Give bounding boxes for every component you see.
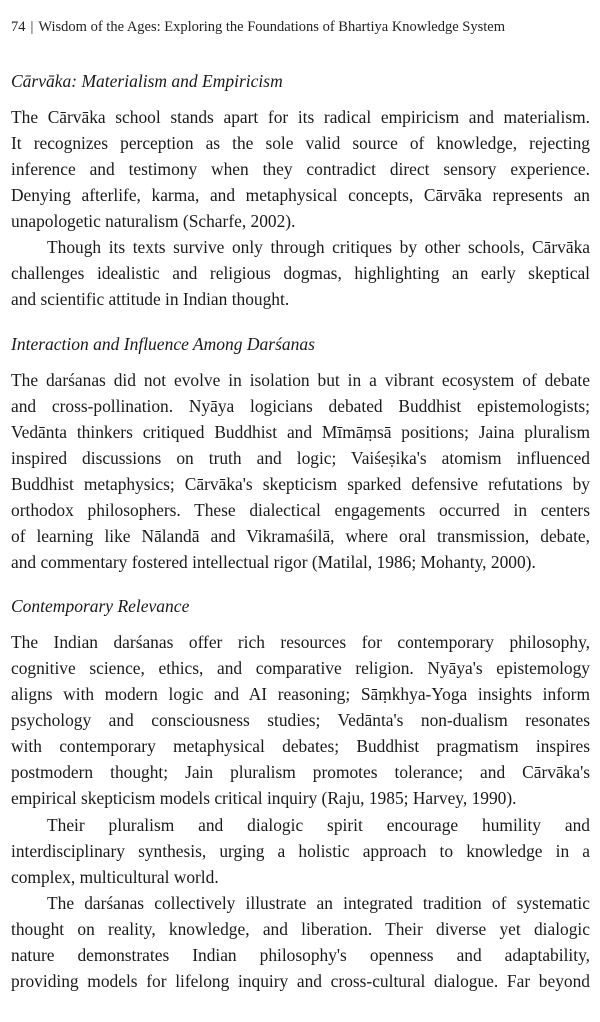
- text-line: providing models for lifelong inquiry and cross-cultural dialogue. Far beyond: [11, 971, 590, 991]
- section-heading-carvaka: Cārvāka: Materialism and Empiricism: [11, 71, 283, 91]
- text-line: inference and testimony when they contradict direct sensory experience.: [11, 159, 590, 179]
- text-line: interdisciplinary synthesis, urging a holistic approach to knowledge in a: [11, 841, 590, 861]
- text-line: and commentary fostered intellectual rigor (Matilal, 1986; Mohanty, 2000).: [11, 552, 536, 572]
- text-line: postmodern thought; Jain pluralism promotes tolerance; and Cārvāka's: [11, 762, 590, 782]
- section-heading-contemporary: Contemporary Relevance: [11, 596, 190, 616]
- text-line: orthodox philosophers. These dialectical engagements occurred in centers: [11, 500, 590, 520]
- text-line: psychology and consciousness studies; Vedānta's non-dualism resonates: [11, 710, 590, 730]
- text-line: Vedānta thinkers critiqued Buddhist and Mīmāṃsā positions; Jaina pluralism: [11, 422, 590, 442]
- page-number: 74: [11, 19, 26, 35]
- text-line: empirical skepticism models critical inquiry (Raju, 1985; Harvey, 1990).: [11, 788, 517, 808]
- text-line: complex, multicultural world.: [11, 867, 219, 887]
- paragraph-contemporary-3: [11, 890, 590, 994]
- text-line: with contemporary metaphysical debates; Buddhist pragmatism inspires: [11, 736, 590, 756]
- paragraph-interaction-1: [11, 367, 590, 575]
- text-line: The Indian darśanas offer rich resources for contemporary philosophy,: [11, 632, 590, 652]
- text-line: of learning like Nālandā and Vikramaśilā, where oral transmission, debate,: [11, 526, 590, 546]
- text-line: thought on reality, knowledge, and liberation. Their diverse yet dialogic: [11, 919, 590, 939]
- text-line: and scientific attitude in Indian thought.: [11, 289, 290, 309]
- text-line: nature demonstrates Indian philosophy's openness and adaptability,: [11, 945, 590, 965]
- header-separator: |: [30, 19, 34, 35]
- text-line: aligns with modern logic and AI reasoning; Sāṃkhya-Yoga insights inform: [11, 684, 590, 704]
- paragraph-contemporary-1: [11, 629, 590, 811]
- section-heading-interaction: Interaction and Influence Among Darśanas: [11, 334, 315, 354]
- text-line: The darśanas did not evolve in isolation but in a vibrant ecosystem of debate: [11, 370, 590, 390]
- text-line: Buddhist metaphysics; Cārvāka's skepticism sparked defensive refutations by: [11, 474, 590, 494]
- paragraph-carvaka-2: [11, 234, 590, 312]
- text-line: The Cārvāka school stands apart for its radical empiricism and materialism.: [11, 107, 590, 127]
- text-line: and cross-pollination. Nyāya logicians debated Buddhist epistemologists;: [11, 396, 590, 416]
- paragraph-contemporary-2: [11, 812, 590, 890]
- text-line: unapologetic naturalism (Scharfe, 2002).: [11, 211, 296, 231]
- text-line: It recognizes perception as the sole valid source of knowledge, rejecting: [11, 133, 590, 153]
- book-title: Wisdom of the Ages: Exploring the Foundations of Bhartiya Knowledge System: [38, 19, 505, 35]
- paragraph-carvaka-1: [11, 104, 590, 234]
- text-line: Denying afterlife, karma, and metaphysical concepts, Cārvāka represents an: [11, 185, 590, 205]
- text-line: Though its texts survive only through critiques by other schools, Cārvāka: [47, 237, 590, 257]
- text-line: The darśanas collectively illustrate an integrated tradition of systematic: [47, 893, 590, 913]
- text-line: cognitive science, ethics, and comparative religion. Nyāya's epistemology: [11, 658, 590, 678]
- text-line: inspired discussions on truth and logic; Vaiśeṣika's atomism influenced: [11, 448, 590, 468]
- text-line: Their pluralism and dialogic spirit encourage humility and: [47, 815, 590, 835]
- text-line: challenges idealistic and religious dogmas, highlighting an early skeptical: [11, 263, 590, 283]
- running-header: [11, 17, 590, 37]
